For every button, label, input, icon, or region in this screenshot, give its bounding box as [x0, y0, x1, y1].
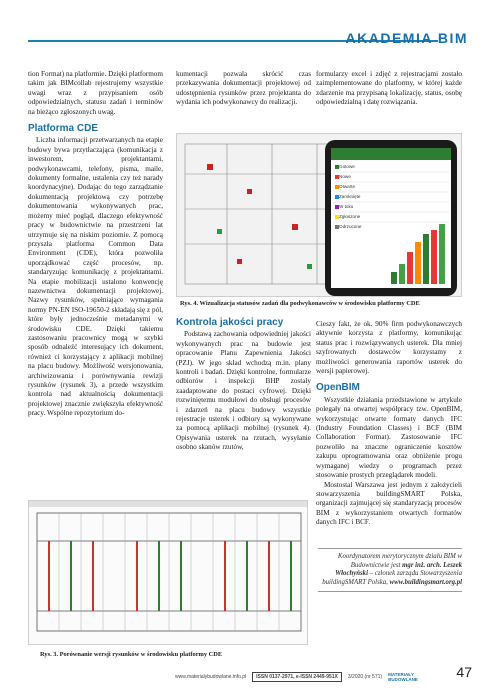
note-url[interactable]: www.buildingsmart.org.pl	[389, 578, 462, 586]
figure-3-caption: Rys. 3. Porównanie wersji rysunków w środowisku platformy CDE	[40, 651, 223, 658]
list-item[interactable]: Odrzucone	[339, 224, 362, 229]
footer-issn: ISSN 0137-2971, e-ISSN 2449-951X	[252, 672, 342, 682]
paragraph: Cieszy fakt, że ok. 90% firm podwykonawczych aktywnie korzysta z platformy, komunikując status prac i rozwiązywanych usterek. Dla mniej szyfrowanych dostawców korzystamy z możliwości generowania raportów usterek do wersji papierowej.	[316, 320, 462, 376]
column-2-bottom	[176, 318, 311, 453]
list-item[interactable]: Nowe	[339, 174, 351, 179]
phone-status-list	[339, 162, 391, 232]
figure-4-image	[176, 133, 462, 297]
footer-issue: 3/2020 (nr 571)	[347, 674, 383, 680]
page-footer	[175, 672, 418, 682]
paragraph: formularzy excel i zdjęć z rejestracjami zostało zaimplementowane do platformy, w której każde zdarzenie ma przypisaną lokalizację, status, osobę odpowiedzialną i datę rozwiązania.	[316, 70, 462, 107]
drawing-comparison	[29, 501, 308, 645]
section-heading-quality: Kontrola jakości pracy	[176, 317, 284, 328]
editor-note	[318, 548, 462, 592]
floorplan-drawing	[177, 134, 462, 297]
list-item[interactable]: Zamknięte	[339, 194, 361, 199]
note-author: mgr inż. arch. Leszek Włochyński	[335, 561, 462, 578]
footer-url[interactable]: www.materialybudowlane.info.pl	[175, 674, 247, 680]
paragraph: tion Format) na platformie. Dzięki platformom takim jak BIMcollab rejestrujemy wszystkie uwagi wraz z przypisaniem osób odpowiedzialnych, statusu zadań i terminów na bieżąco zgłoszonych uwag.	[28, 70, 163, 116]
paragraph: kumentacji pozwala skrócić czas przekazywania dokumentacji projektowej od udostępnienia rysunków przez projektanta do wydania ich podwykonawcy do realizacji.	[176, 70, 311, 107]
note-text-2: – członek zarządu Stowarzyszenia buildingSMART Polska,	[322, 570, 462, 586]
figure-4-caption: Rys. 4. Wizualizacja statusów zadań dla podwykonawców w środowisku platformy CDE	[180, 300, 420, 307]
paragraph: Wszystkie działania przedstawione w artykule polegały na otwartej współpracy tzw. OpenBIM, wykorzystując otwarte formaty danych IFC (Industry Foundation Classes) i BCF (BIM Collaboration Format). Zastosowanie IFC pozwoliło na znaczne ograniczenie kosztów zakupu oprogramowania oraz obniżenie progu wymaganej wiedzy o programach przez stosowanie prostych przeglądarek modeli.	[316, 395, 462, 480]
section-heading-cde: Platforma CDE	[28, 123, 99, 135]
list-item[interactable]: Gotowe	[339, 164, 355, 169]
paragraph: Mostostal Warszawa jest jednym z założycieli stowarzyszenia buildingSMART Polska, organizacji zajmującej się standaryzacją procesów BIM z wykorzystaniem otwartych formatów danych IFC i BCF.	[316, 480, 462, 527]
section-heading-openbim: OpenBIM	[316, 382, 360, 394]
page-number: 47	[456, 664, 472, 680]
paragraph: Podstawą zachowania odpowiedniej jakości wykonywanych prac na budowie jest opracowanie Planu Zapewnienia Jakości (PZJ). W jego skład wchodzą m.in. plany kontroli i badań. Dzięki kontrolne, formularze odbiorów i inspekcji BHP zostały zaadaptowane do postaci cyfrowej. Dzięki rozwiniętemu modułowi do obsługi procesów i zdarzeń na placu budowy wszystkie rejestracje usterek i odbiory są wykonywane za pomocą aplikacji mobilnej (rysunek 4). Opisywania usterek na rzutach, wysyłanie osobno skanów rzutów,	[176, 330, 311, 452]
list-item[interactable]: W toku	[339, 204, 354, 209]
note-text: Koordynatorem merytorycznym działu BIM w Budownictwie jest	[337, 553, 462, 569]
list-item[interactable]: Otwarte	[339, 184, 356, 189]
column-1	[28, 70, 163, 419]
section-title: AKADEMIA BIM	[345, 30, 468, 46]
column-3-bottom	[316, 320, 462, 528]
logo-line-1: MATERIAŁY	[388, 672, 414, 677]
magazine-logo	[388, 672, 418, 682]
paragraph: Liczba informacji przetwarzanych na etapie budowy bywa przytłaczająca (komunikacja z inwestorem, projektantami, podwykonawcami, telefony, pisma, maile, dokumenty formalne, ustalenia czy też narady koordynacyjne). Dodając do tego zarządzanie dokumentacją projektową czy potrzebę dokumentowania wykonywanych prac, możemy mieć pogląd, dlaczego efektywność pracy w budownictwie na przestrzeni lat utrzymuje się na niskim poziomie. Z pomocą przyszła platforma Common Data Environment (CDE), która pozwoliła uporządkować część procesów, np. standaryzując komunikację z projektantami. Na etapie mobilizacji ustalono konwencję nazewnictwa dokumentacji projektowej. Nazwy rysunków, spełniające wymagania normy PN-EN ISO-19650-2 składają się z pól, które były jednocześnie metadanymi w środowisku CDE. Dzięki takiemu zastosowaniu pracownicy mogą w szybki sposób odnaleźć interesujący ich dokument, również ci korzystający z aplikacji mobilnej na placu budowy. Możliwość wersjonowania, archiwizowania i porównywania rewizji rysunków (rysunek 3), a przede wszystkim kontrola nad aktualnością dokumentacji projektowej znacznie zwiększyła efektywność pracy. Wspólne repozytorium do-	[28, 136, 163, 418]
logo-line-2: BUDOWLANE	[388, 677, 418, 682]
figure-3-image	[28, 500, 308, 645]
column-2-top	[176, 70, 311, 108]
list-item[interactable]: Zgłoszone	[339, 214, 361, 219]
column-3-top	[316, 70, 462, 108]
